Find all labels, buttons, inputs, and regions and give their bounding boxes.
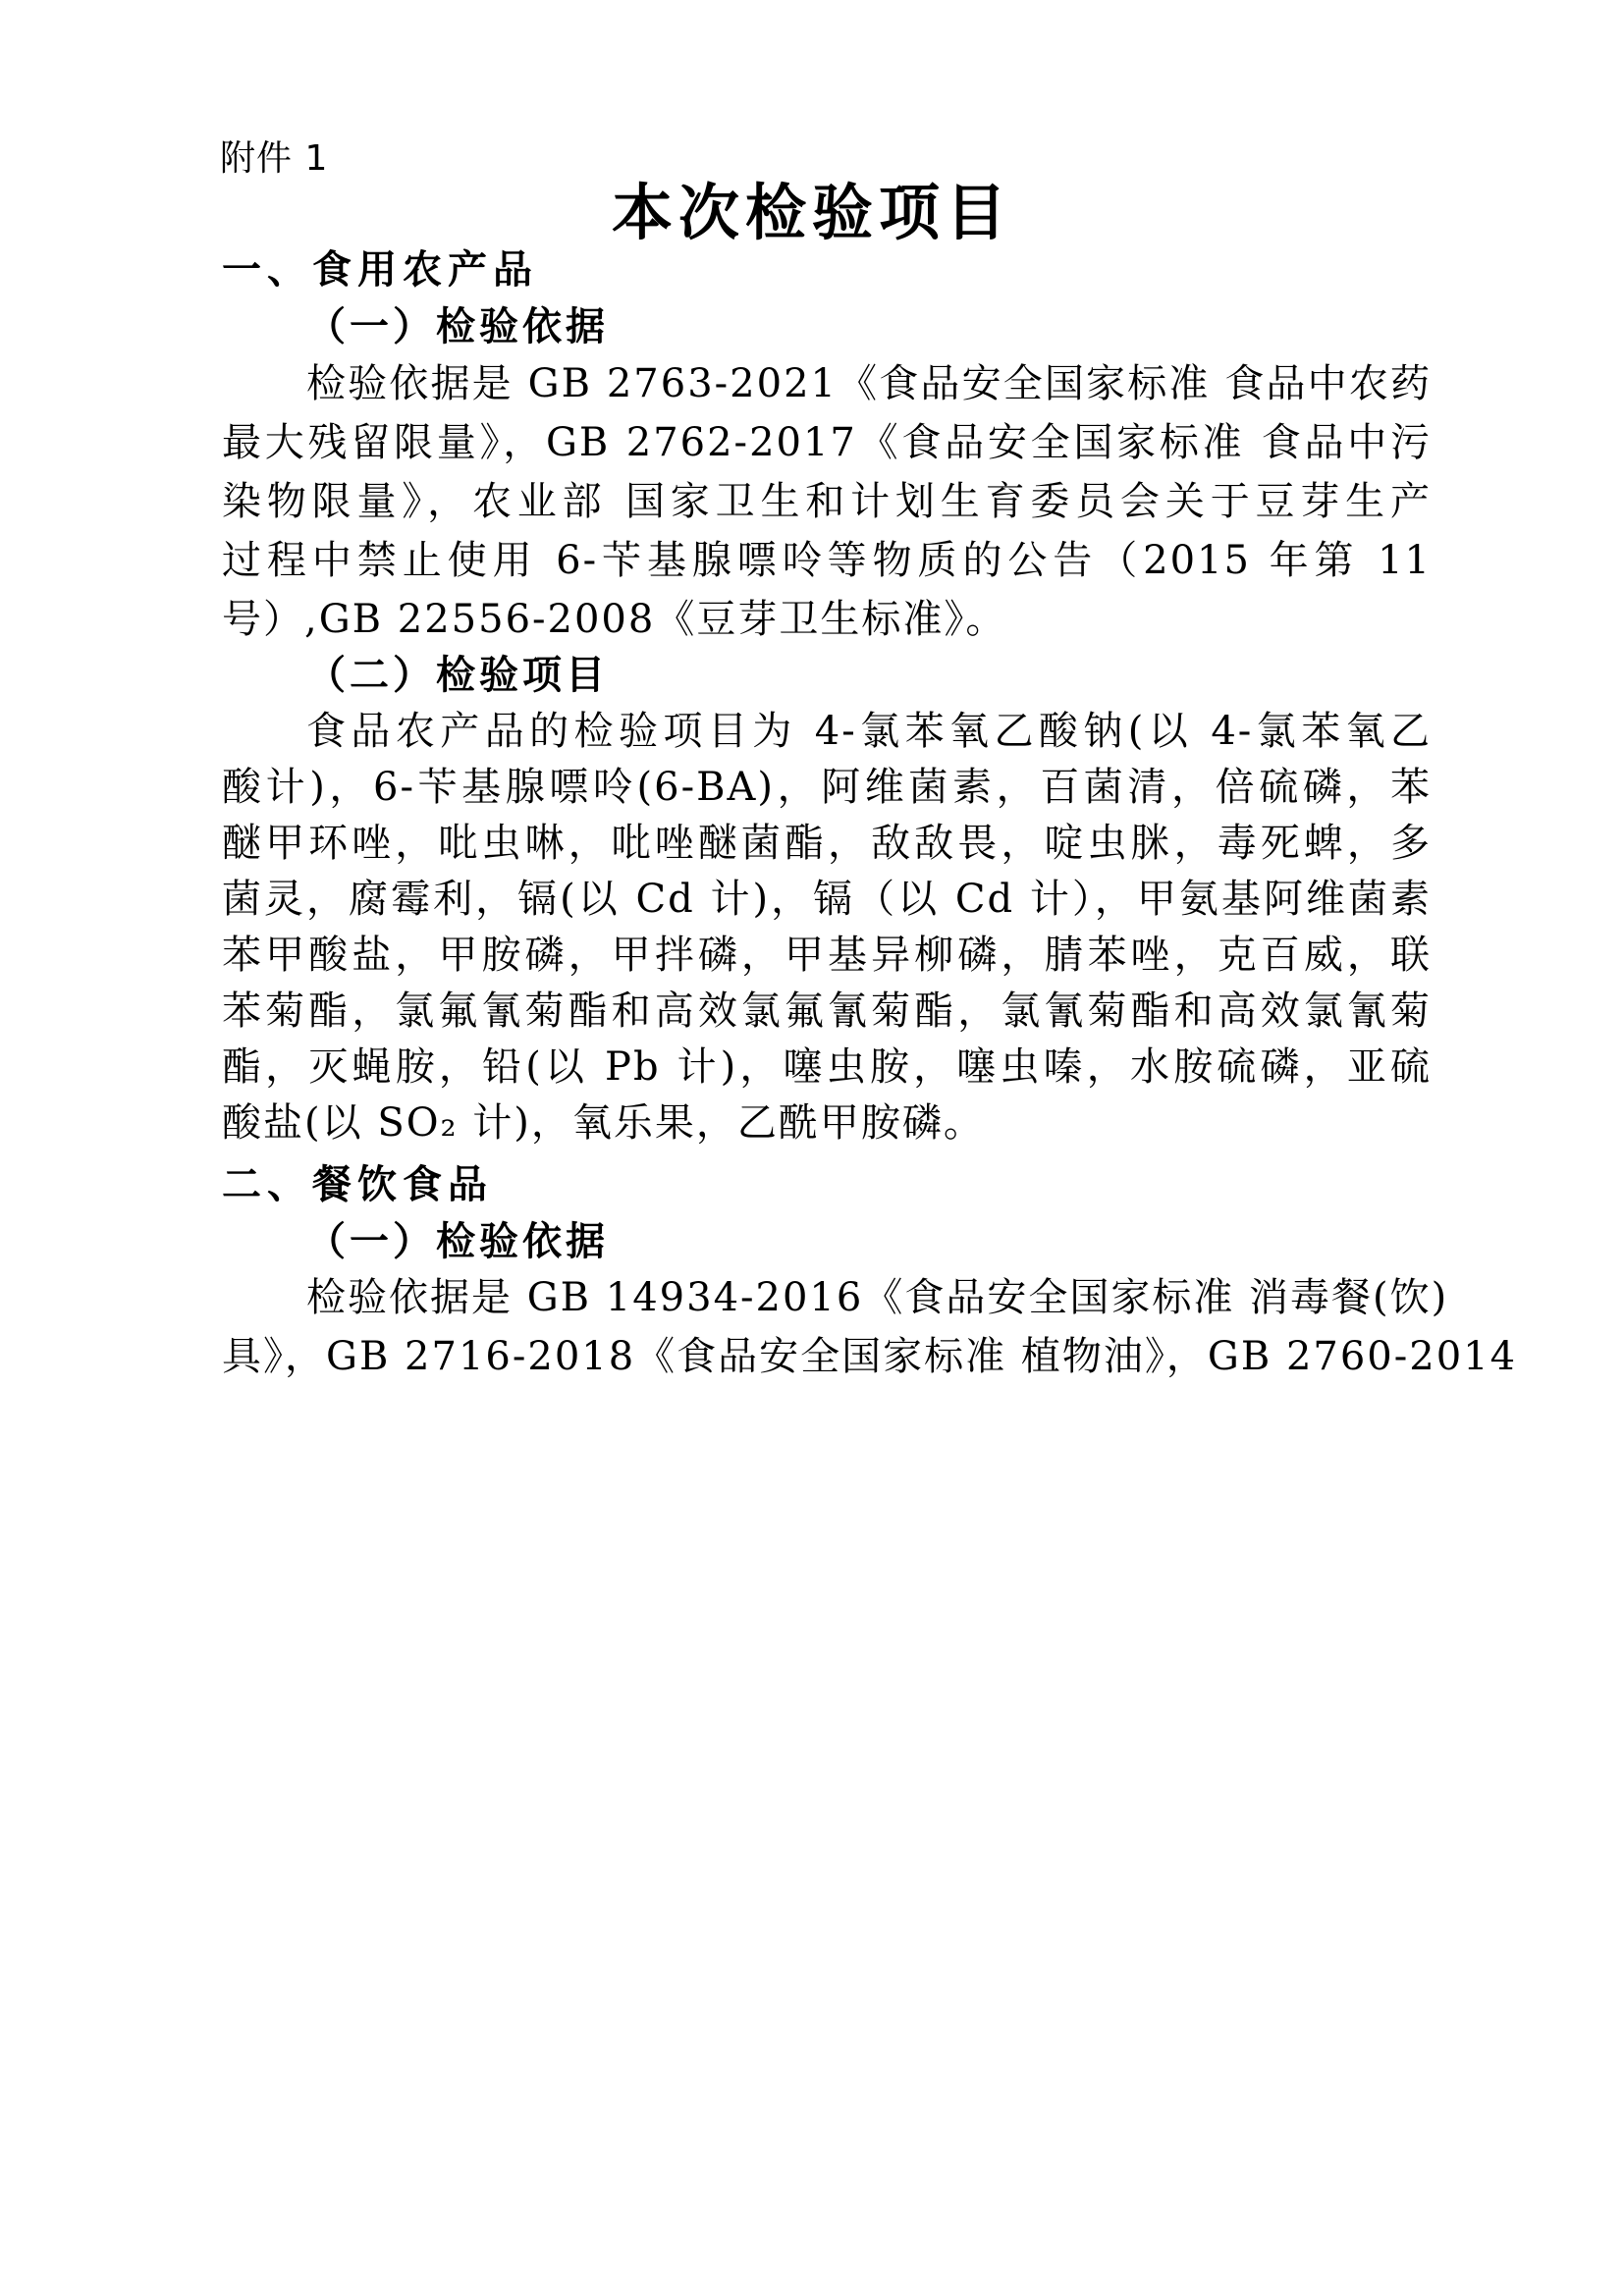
paragraph-line: 食品农产品的检验项目为 4-氯苯氧乙酸钠(以 4-氯苯氧乙 xyxy=(306,709,1432,754)
annex-label: 附件 1 xyxy=(220,138,329,179)
paragraph-line: 醚甲环唑，吡虫啉，吡唑醚菌酯，敌敌畏，啶虫脒，毒死蜱，多 xyxy=(222,821,1432,866)
paragraph-line: 号）,GB 22556-2008《豆芽卫生标准》。 xyxy=(222,597,1007,642)
page-title: 本次检验项目 xyxy=(611,177,1012,248)
subsection-heading-basis: （一）检验依据 xyxy=(306,304,609,349)
paragraph-line: 最大残留限量》，GB 2762-2017《食品安全国家标准 食品中污 xyxy=(222,420,1432,465)
paragraph-line: 具》，GB 2716-2018《食品安全国家标准 植物油》，GB 2760-2014 xyxy=(222,1334,1518,1379)
paragraph-line: 苯甲酸盐，甲胺磷，甲拌磷，甲基异柳磷，腈苯唑，克百威，联 xyxy=(222,933,1432,978)
paragraph-line: 检验依据是 GB 2763-2021《食品安全国家标准 食品中农药 xyxy=(306,361,1432,406)
subsection-heading-basis: （一）检验依据 xyxy=(306,1219,609,1264)
paragraph-line: 菌灵，腐霉利，镉(以 Cd 计)，镉（以 Cd 计），甲氨基阿维菌素 xyxy=(222,877,1432,922)
paragraph-line: 过程中禁止使用 6-苄基腺嘌呤等物质的公告（2015 年第 11 xyxy=(222,538,1432,583)
paragraph-line: 检验依据是 GB 14934-2016《食品安全国家标准 消毒餐(饮) xyxy=(306,1275,1449,1320)
section-heading-agricultural-products: 一、食用农产品 xyxy=(222,247,538,293)
section-heading-catering-food: 二、餐饮食品 xyxy=(222,1162,493,1207)
paragraph-line: 酯，灭蝇胺，铅(以 Pb 计)，噻虫胺，噻虫嗪，水胺硫磷，亚硫 xyxy=(222,1044,1432,1090)
paragraph-line: 染物限量》，农业部 国家卫生和计划生育委员会关于豆芽生产 xyxy=(222,479,1432,524)
paragraph-line: 苯菊酯，氯氟氰菊酯和高效氯氟氰菊酯，氯氰菊酯和高效氯氰菊 xyxy=(222,988,1432,1034)
paragraph-line: 酸计)，6-苄基腺嘌呤(6-BA)，阿维菌素，百菌清，倍硫磷，苯 xyxy=(222,765,1432,810)
paragraph-line: 酸盐(以 SO₂ 计)，氧乐果，乙酰甲胺磷。 xyxy=(222,1100,985,1146)
subsection-heading-items: （二）检验项目 xyxy=(306,653,609,698)
